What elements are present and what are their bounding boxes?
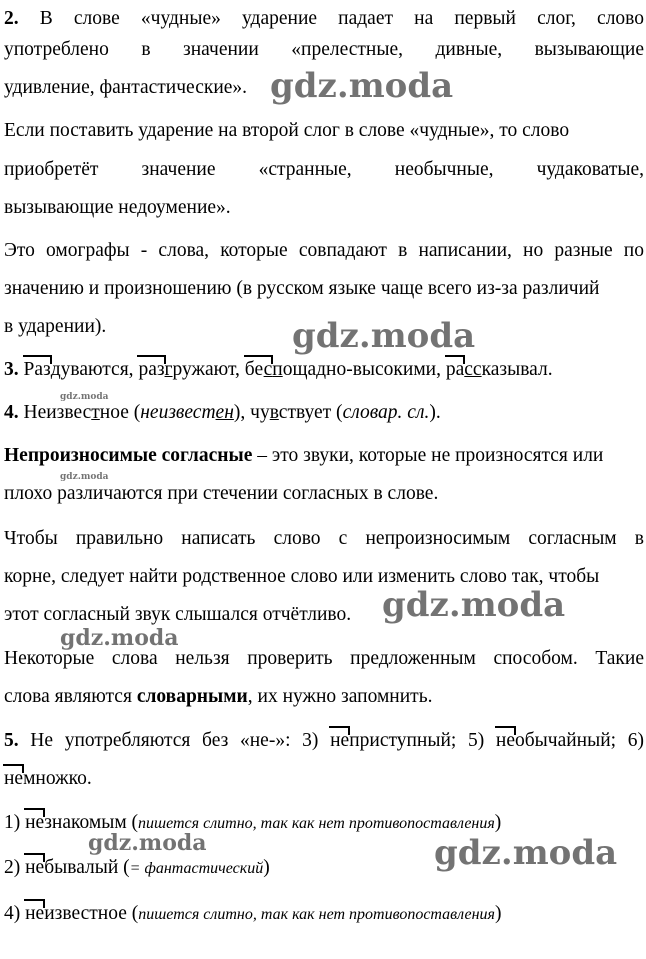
text: множко. <box>23 768 92 789</box>
para-homograph-line-3: в ударении). <box>4 316 107 337</box>
text: слова являются <box>4 686 137 707</box>
watermark: gdz.moda <box>434 833 618 873</box>
rule-line-3: этот согласный звук слышался отчётливо. <box>4 604 352 625</box>
comment: = фантастический <box>129 860 264 877</box>
text: ) <box>494 903 502 924</box>
definition-line-1 <box>4 437 644 475</box>
text: В слове «чудные» ударение падает на первый слог, слово <box>39 8 644 29</box>
word-part: г <box>164 359 173 380</box>
rule-line-2: корне, следует найти родственное слово или изменить слово так, чтобы <box>4 566 600 587</box>
prefix: не <box>25 812 45 833</box>
rule-line-1: Чтобы правильно написать слово с непроизносимым согласным в <box>4 528 644 549</box>
text: , их нужно запомнить. <box>247 686 433 707</box>
text: бывалый ( <box>44 857 130 878</box>
definition-line-2: плохо различаются при стечении согласных в слове. <box>4 483 439 504</box>
prefix: не <box>495 730 516 751</box>
watermark: gdz.moda <box>88 830 207 856</box>
word-part: с <box>263 359 273 380</box>
para-homograph-line-1: Это омографы - слова, которые совпадают в написании, но разные по <box>4 240 644 261</box>
text: известное ( <box>44 903 139 924</box>
word-part: д <box>50 359 61 380</box>
prefix: не <box>25 903 45 924</box>
para-2-line-2: употреблено в значении «прелестные, дивные, вызывающие <box>4 39 644 60</box>
prefix: не <box>25 857 45 878</box>
word-part: неизвест <box>140 402 216 423</box>
para-stress-line-3: вызывающие недоумение». <box>4 197 231 218</box>
word-part: ен <box>215 402 234 423</box>
note-line-1: Некоторые слова нельзя проверить предложенным способом. Такие <box>4 648 644 669</box>
word-part: Неизвес <box>23 402 92 423</box>
text: ) <box>263 857 270 878</box>
para-2-line-3: удивление, фантастические». <box>4 77 248 98</box>
item-number: 4. <box>4 402 19 423</box>
word-part: т <box>91 402 100 423</box>
bold-term: словарными <box>136 686 248 707</box>
word-part: ное ( <box>99 402 141 423</box>
word-part: ружают, <box>172 359 240 380</box>
item-3-line <box>4 351 644 389</box>
word-part: уваются, <box>60 359 134 380</box>
text: Не употребляются без «не-»: 3) <box>18 730 331 751</box>
answer-4 <box>4 895 644 934</box>
definition-term: Непроизносимые согласные <box>4 445 253 466</box>
word-part: ощадно-высокими, <box>282 359 441 380</box>
prefix: не <box>4 768 24 789</box>
item-5-line-2 <box>4 760 644 798</box>
text: ) <box>494 812 502 833</box>
answer-number: 4) <box>4 903 26 924</box>
word-part: раз <box>138 359 165 380</box>
item-number: 2. <box>4 8 19 29</box>
note-line-2 <box>4 678 644 716</box>
item-number: 3. <box>4 359 19 380</box>
text: приступный; 5) <box>349 730 496 751</box>
text: обычайный; 6) <box>515 730 644 751</box>
comment: пишется слитно, так как нет противопоставления <box>138 815 495 832</box>
prefix: не <box>330 730 350 751</box>
para-homograph-line-2: значению и произношению (в русском языке чаще всего из-за различий <box>4 278 600 299</box>
word-part: ). <box>429 402 441 423</box>
word-part: ра <box>445 359 465 380</box>
answer-number: 1) <box>4 812 26 833</box>
para-stress-line-2: приобретёт значение «странные, необычные, чудаковатые, <box>4 159 644 180</box>
word-part: словар. сл. <box>342 402 430 423</box>
word-part: ), чу <box>233 402 270 423</box>
word-part: казывал. <box>481 359 553 380</box>
para-stress-line-1: Если поставить ударение на второй слог в слове «чудные», то слово <box>4 120 570 141</box>
word-part: п <box>272 359 283 380</box>
watermark: gdz.moda <box>382 585 566 625</box>
word-part: бе <box>244 359 264 380</box>
text: знакомым ( <box>44 812 139 833</box>
word-part: ствует ( <box>278 402 343 423</box>
watermark: gdz.moda <box>292 316 476 356</box>
watermark: gdz.moda <box>60 625 179 651</box>
watermark: gdz.moda <box>270 66 454 106</box>
word-part: в <box>269 402 279 423</box>
item-5-line-1 <box>4 722 644 760</box>
watermark: gdz.moda <box>60 392 109 402</box>
watermark: gdz.moda <box>60 472 109 482</box>
answer-number: 2) <box>4 857 26 878</box>
item-number: 5. <box>4 730 19 751</box>
text: – это звуки, которые не произносятся или <box>252 445 604 466</box>
comment: пишется слитно, так как нет противопоставления <box>138 906 495 923</box>
word-part: сс <box>464 359 482 380</box>
word-part: Раз <box>23 359 51 380</box>
